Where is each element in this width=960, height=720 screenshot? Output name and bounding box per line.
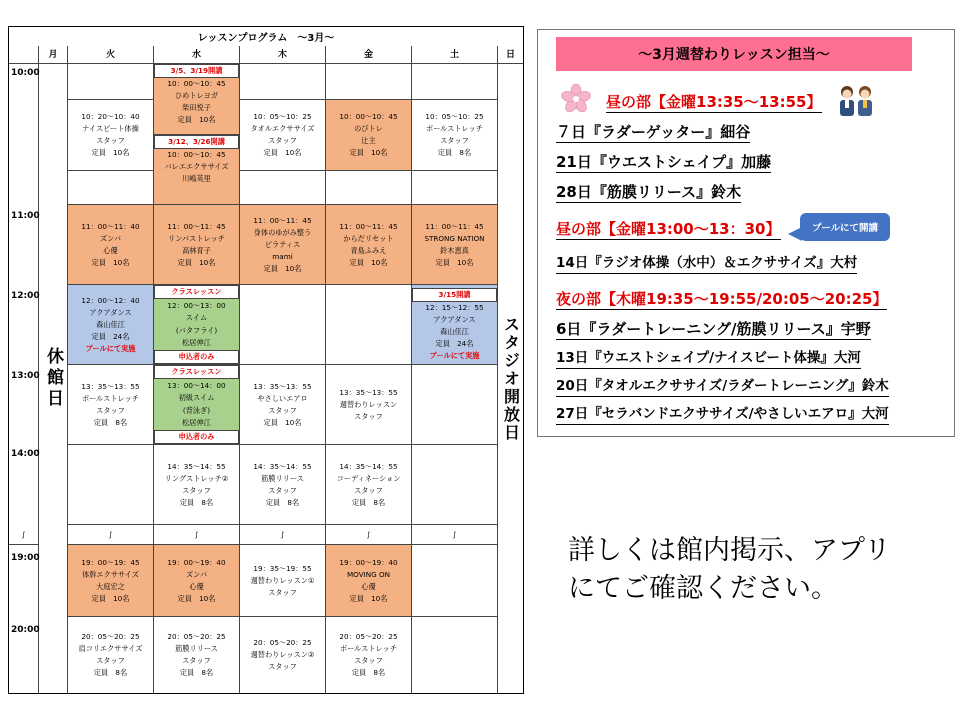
substitute-lesson-panel	[537, 29, 955, 437]
wed-13-note: 申込者のみ	[154, 430, 239, 444]
fri-12-empty	[326, 285, 412, 365]
wed-13-tag: クラスレッスン	[154, 365, 239, 379]
time-label-14: 14:00	[11, 449, 40, 459]
section-fri-afternoon: 昼の部【金曜13:35～13:55】	[606, 93, 822, 111]
day-header-tue: 火	[68, 46, 154, 64]
wed-20-lesson: 20：05～20：25 筋膜リリース スタッフ 定員 8名	[154, 617, 240, 693]
sat-1005-lesson: 10：05～10：25 ボールストレッチ スタッフ 定員 8名	[412, 100, 498, 171]
thu-evening-item-2: 13日『ウエストシェイプ/ナイスビート体操』大河	[556, 348, 861, 369]
tue-19-lesson: 19：00～19：45 体幹エクササイズ 大庭宏之 定員 10名	[68, 545, 154, 617]
tue-1050-empty	[68, 171, 154, 205]
sat-1050-empty	[412, 171, 498, 205]
fri-afternoon-item-1: ７日『ラダーゲッター』細谷	[556, 123, 751, 141]
corner-cell	[9, 46, 39, 64]
monday-closed	[39, 64, 68, 693]
time-label-10: 10:00	[11, 68, 40, 78]
thu-1005-lesson: 10：05～10：25 タオルエクササイズ スタッフ 定員 10名	[240, 100, 326, 171]
sat-19-empty	[412, 545, 498, 617]
time-break: ∫	[9, 525, 39, 545]
thu-break: ∫	[240, 525, 326, 545]
fri-13-lesson: 13：35～13：55 週替わりレッスン スタッフ	[326, 365, 412, 445]
tue-11-lesson: 11：00～11：40 ズンバ 心優 定員 10名	[68, 205, 154, 285]
day-header-sat: 土	[412, 46, 498, 64]
thu-19-lesson: 19：35～19：55 週替わりレッスン① スタッフ	[240, 545, 326, 617]
fri-pool-item-1: 14日『ラジオ体操（水中）＆エクササイズ』大村	[556, 253, 857, 274]
panel-title: ～3月週替わりレッスン担当～	[556, 37, 912, 71]
sat-12-tag: 3/15開講	[412, 288, 497, 302]
day-header-fri: 金	[326, 46, 412, 64]
notice-text	[568, 532, 891, 608]
thu-14-lesson: 14：35～14：55 筋膜リリース スタッフ 定員 8名	[240, 445, 326, 525]
lesson-schedule-table	[8, 26, 524, 694]
thu-evening-item-1: 6日『ラダートレーニング/筋膜リリース』宇野	[556, 320, 871, 338]
tue-13-lesson: 13：35～13：55 ボールストレッチ スタッフ 定員 8名	[68, 365, 154, 445]
wed-19-lesson: 19：00～19：40 ズンバ 心優 定員 10名	[154, 545, 240, 617]
wed-break: ∫	[154, 525, 240, 545]
fri-1050-empty	[326, 171, 412, 205]
day-header-wed: 水	[154, 46, 240, 64]
thu-11-lesson: 11：00～11：45 身体のゆがみ整う ピラティス mami 定員 10名	[240, 205, 326, 285]
thu-1050-empty	[240, 171, 326, 205]
wed-12-note: 申込者のみ	[154, 350, 239, 364]
sat-12-lesson: 3/15開講 12：15～12：55 アクアダンス 森山佳江 定員 24名 プールにて実施	[412, 285, 498, 365]
notice-line-2: にてご確認ください。	[568, 573, 838, 604]
section-fri-pool: 昼の部【金曜13:00～13：30】	[556, 220, 781, 238]
wed-11-lesson: 11：00～11：45 リンパストレッチ 高林育子 定員 10名	[154, 205, 240, 285]
tue-12-note: プールにて実施	[85, 343, 136, 353]
wed-12-lesson: クラスレッスン 12：00～13：00 スイム (バタフライ) 松居伸江 申込者のみ	[154, 285, 240, 365]
tue-break: ∫	[68, 525, 154, 545]
wed-10a-tag: 3/5、3/19開講	[154, 64, 239, 78]
tue-10-empty	[68, 64, 154, 100]
notice-line-1: 詳しくは館内掲示、アプリ	[568, 535, 891, 566]
pool-callout: プールにて開講	[800, 213, 890, 241]
sat-12-note: プールにて実施	[429, 350, 480, 360]
schedule-title: レッスンプログラム ～3月～	[9, 27, 523, 47]
sat-10-empty	[412, 64, 498, 100]
thu-evening-item-4: 27日『セラバンドエクササイズ/やさしいエアロ』大河	[556, 404, 889, 425]
tue-1020-lesson: 10：20～10：40 ナイスビート体操 スタッフ 定員 10名	[68, 100, 154, 171]
fri-11-lesson: 11：00～11：45 からだリセット 青島ふみえ 定員 10名	[326, 205, 412, 285]
section-thu-evening: 夜の部【木曜19:35～19:55/20:05～20:25】	[556, 290, 888, 308]
sat-14-empty	[412, 445, 498, 525]
tue-20-lesson: 20：05～20：25 肩コリエクササイズ スタッフ 定員 8名	[68, 617, 154, 693]
wed-10b-tag: 3/12、3/26開講	[154, 135, 239, 149]
fri-afternoon-item-2: 21日『ウエストシェイプ』加藤	[556, 153, 772, 171]
day-header-mon: 月	[39, 46, 68, 64]
fri-10-lesson: 10：00～10：45 のびトレ 辻主 定員 10名	[326, 100, 412, 171]
wed-14-lesson: 14：35～14：55 リングストレッチ② スタッフ 定員 8名	[154, 445, 240, 525]
sunday-open-label: スタジオ開放日	[501, 315, 521, 442]
thu-evening-item-3: 20日『タオルエクササイズ/ラダートレーニング』鈴木	[556, 376, 889, 397]
wed-10a-lesson: 3/5、3/19開講 10：00～10：45 ひめトレヨガ 柴田悦子 定員 10名	[154, 64, 240, 135]
fri-19-lesson: 19：00～19：40 MOVING ON 心優 定員 10名	[326, 545, 412, 617]
sat-20-empty	[412, 617, 498, 693]
fri-20-lesson: 20：05～20：25 ボールストレッチ スタッフ 定員 8名	[326, 617, 412, 693]
time-label-12: 12:00	[11, 291, 40, 301]
staff-illustration-icon	[835, 84, 877, 118]
tue-14-empty	[68, 445, 154, 525]
wed-10b-lesson: 3/12、3/26開講 10：00～10：45 バレエエクササイズ 川嶋英里	[154, 135, 240, 205]
time-label-19: 19:00	[11, 553, 40, 563]
time-label-11: 11:00	[11, 211, 40, 221]
time-label-20: 20:00	[11, 625, 40, 635]
thu-20-lesson: 20：05～20：25 週替わりレッスン② スタッフ	[240, 617, 326, 693]
fri-10-empty	[326, 64, 412, 100]
time-label-13: 13:00	[11, 371, 40, 381]
wed-12-tag: クラスレッスン	[154, 285, 239, 299]
tue-12-lesson: 12：00～12：40 アクアダンス 森山佳江 定員 24名 プールにて実施	[68, 285, 154, 365]
thu-12-empty	[240, 285, 326, 365]
sat-11-lesson: 11：00～11：45 STRONG NATION 鈴木恵真 定員 10名	[412, 205, 498, 285]
wed-13-lesson: クラスレッスン 13：00～14：00 初級スイム (背泳ぎ) 松居伸江 申込者のみ	[154, 365, 240, 445]
fri-afternoon-item-3: 28日『筋膜リリース』鈴木	[556, 183, 742, 201]
day-header-thu: 木	[240, 46, 326, 64]
sakura-icon	[560, 83, 592, 115]
monday-closed-label: 休館日	[43, 347, 63, 410]
sat-13-empty	[412, 365, 498, 445]
fri-break: ∫	[326, 525, 412, 545]
fri-14-lesson: 14：35～14：55 コーディネーション スタッフ 定員 8名	[326, 445, 412, 525]
thu-10-empty	[240, 64, 326, 100]
thu-13-lesson: 13：35～13：55 やさしいエアロ スタッフ 定員 10名	[240, 365, 326, 445]
sunday-studio-open	[498, 64, 523, 693]
sat-break: ∫	[412, 525, 498, 545]
day-header-sun: 日	[498, 46, 523, 64]
